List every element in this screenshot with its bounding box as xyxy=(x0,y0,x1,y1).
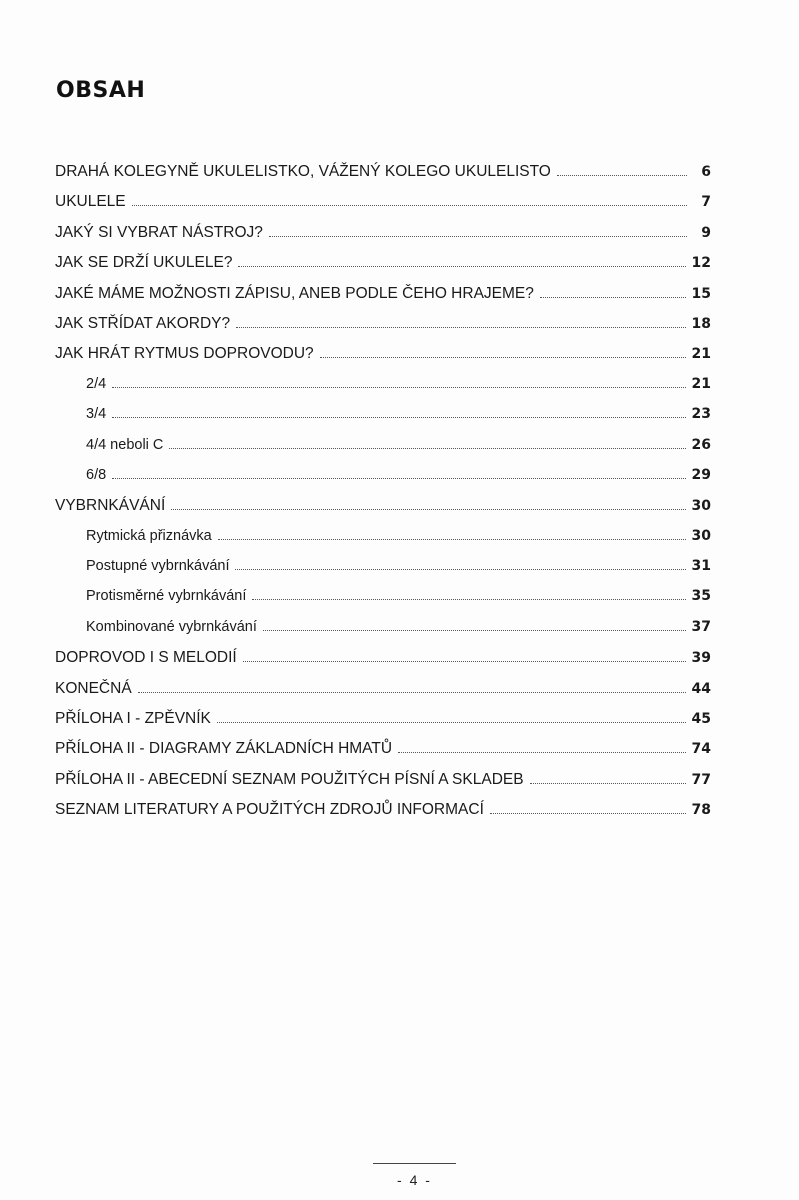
toc-entry-title: Kombinované vybrnkávání xyxy=(86,618,257,635)
dot-leader xyxy=(252,599,685,600)
toc-entry-title: 4/4 neboli C xyxy=(86,436,164,453)
toc-entry[interactable] xyxy=(55,680,711,710)
toc-entry[interactable] xyxy=(55,497,711,527)
toc-page-number: 39 xyxy=(691,650,711,667)
toc-page-number: 21 xyxy=(691,375,711,392)
toc-entry-title: JAK SE DRŽÍ UKULELE? xyxy=(55,254,233,272)
dot-leader xyxy=(263,630,686,631)
toc-entry[interactable] xyxy=(55,740,711,770)
toc-entry-title: Rytmická přiznávka xyxy=(86,527,212,544)
toc-subentry[interactable] xyxy=(55,619,711,649)
toc-page-number: 29 xyxy=(691,466,711,483)
toc-subentry[interactable] xyxy=(55,437,711,467)
toc-entry-title: JAKÝ SI VYBRAT NÁSTROJ? xyxy=(55,223,263,241)
toc-entry[interactable] xyxy=(55,193,711,223)
toc-page-number: 74 xyxy=(691,741,711,758)
toc-page-number: 7 xyxy=(701,194,711,211)
toc-subentry[interactable] xyxy=(55,558,711,588)
toc-page-number: 35 xyxy=(691,588,711,605)
toc-page-number: 23 xyxy=(691,406,711,423)
toc-entry-title: Protisměrné vybrnkávání xyxy=(86,588,247,605)
toc-subentry[interactable] xyxy=(55,376,711,406)
toc-entry-title: UKULELE xyxy=(55,193,126,211)
footer-page-number: - 4 - xyxy=(397,1172,432,1188)
toc-entry[interactable] xyxy=(55,285,711,315)
dot-leader xyxy=(320,357,686,358)
toc-page-number: 9 xyxy=(701,224,711,241)
toc-page-number: 44 xyxy=(691,680,711,697)
toc-subentry[interactable] xyxy=(55,406,711,436)
toc-subentry[interactable] xyxy=(55,467,711,497)
dot-leader xyxy=(171,509,685,510)
toc-entry[interactable] xyxy=(55,254,711,284)
toc-entry[interactable] xyxy=(55,315,711,345)
toc-page-number: 78 xyxy=(691,802,711,819)
toc-page-number: 37 xyxy=(691,618,711,635)
toc-entry[interactable] xyxy=(55,710,711,740)
toc-entry[interactable] xyxy=(55,771,711,801)
dot-leader xyxy=(269,236,687,237)
table-of-contents xyxy=(55,163,711,832)
dot-leader xyxy=(218,539,686,540)
dot-leader xyxy=(235,569,685,570)
dot-leader xyxy=(238,266,685,267)
dot-leader xyxy=(169,448,685,449)
toc-entry-title: DOPROVOD I S MELODIÍ xyxy=(55,649,237,667)
toc-page-number: 30 xyxy=(691,498,711,515)
toc-entry[interactable] xyxy=(55,345,711,375)
page-title: OBSAH xyxy=(56,78,146,103)
dot-leader xyxy=(530,783,686,784)
toc-entry[interactable] xyxy=(55,163,711,193)
toc-entry-title: JAK STŘÍDAT AKORDY? xyxy=(55,314,231,332)
toc-entry-title: VYBRNKÁVÁNÍ xyxy=(55,497,166,515)
toc-page-number: 12 xyxy=(691,255,711,272)
toc-entry-title: 3/4 xyxy=(86,406,107,423)
toc-entry-title: JAK HRÁT RYTMUS DOPROVODU? xyxy=(55,345,314,363)
toc-entry-title: Postupné vybrnkávání xyxy=(86,558,230,575)
dot-leader xyxy=(112,417,685,418)
dot-leader xyxy=(112,478,685,479)
toc-subentry[interactable] xyxy=(55,528,711,558)
toc-page-number: 18 xyxy=(691,315,711,332)
toc-entry-title: JAKÉ MÁME MOŽNOSTI ZÁPISU, ANEB PODLE ČEHO HRAJEME? xyxy=(55,284,534,302)
toc-subentry[interactable] xyxy=(55,588,711,618)
toc-entry-title: 2/4 xyxy=(86,375,107,392)
dot-leader xyxy=(132,205,687,206)
toc-entry[interactable] xyxy=(55,801,711,831)
toc-entry-title: DRAHÁ KOLEGYNĚ UKULELISTKO, VÁŽENÝ KOLEGO UKULELISTO xyxy=(55,163,551,180)
footer-divider xyxy=(373,1163,456,1164)
toc-page-number: 26 xyxy=(691,436,711,453)
toc-entry[interactable] xyxy=(55,224,711,254)
toc-entry-title: 6/8 xyxy=(86,466,107,483)
toc-page-number: 6 xyxy=(701,164,711,180)
dot-leader xyxy=(398,752,685,753)
toc-page-number: 31 xyxy=(691,558,711,575)
dot-leader xyxy=(236,327,685,328)
dot-leader xyxy=(540,297,686,298)
toc-entry-title: PŘÍLOHA I - ZPĚVNÍK xyxy=(55,710,211,728)
toc-page-number: 30 xyxy=(691,527,711,544)
dot-leader xyxy=(490,813,686,814)
dot-leader xyxy=(557,175,687,176)
toc-page-number: 21 xyxy=(691,346,711,363)
dot-leader xyxy=(243,661,686,662)
dot-leader xyxy=(138,692,686,693)
toc-entry-title: SEZNAM LITERATURY A POUŽITÝCH ZDROJŮ INFORMACÍ xyxy=(55,801,484,819)
toc-page-number: 15 xyxy=(691,285,711,302)
toc-entry[interactable] xyxy=(55,649,711,679)
dot-leader xyxy=(112,387,685,388)
dot-leader xyxy=(217,722,686,723)
toc-page-number: 45 xyxy=(691,711,711,728)
toc-entry-title: PŘÍLOHA II - ABECEDNÍ SEZNAM POUŽITÝCH PÍSNÍ A SKLADEB xyxy=(55,770,524,788)
toc-entry-title: KONEČNÁ xyxy=(55,679,132,697)
toc-entry-title: PŘÍLOHA II - DIAGRAMY ZÁKLADNÍCH HMATŮ xyxy=(55,740,393,758)
toc-page-number: 77 xyxy=(691,771,711,788)
